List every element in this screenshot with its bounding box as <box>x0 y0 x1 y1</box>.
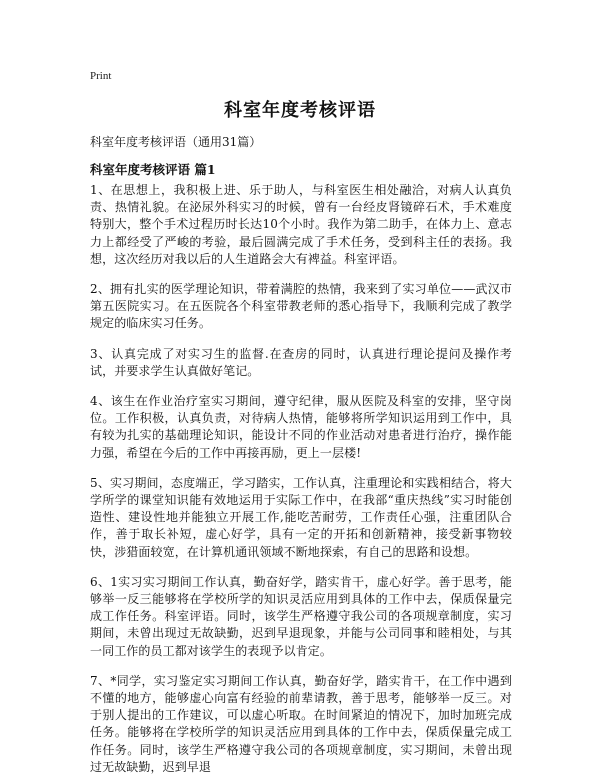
paragraph-3: 3、认真完成了对实习生的监督.在查房的同时，认真进行理论提问及操作考试，并要求学生认真做好笔记。 <box>90 346 512 378</box>
document-title: 科室年度考核评语 <box>224 100 376 121</box>
print-link[interactable]: Print <box>90 70 112 82</box>
paragraph-1: 1、在思想上，我积极上进、乐于助人，与科室医生相处融洽，对病人认真负责、热情礼貌。在泌尿外科实习的时候，曾有一台经皮肾镜碎石术，手术难度特别大，整个手术过程历时长达10个小时。我作为第二助手，在体力上、意志力上都经受了严峻的考验，最后圆满完成了手术任务，受到科主任的表扬。我想，这次经历对我以后的人生道路会大有裨益。科室评语。 <box>90 183 512 266</box>
paragraph-2: 2、拥有扎实的医学理论知识，带着满腔的热情，我来到了实习单位——武汉市第五医院实习。在五医院各个科室带教老师的悉心指导下，我顺利完成了教学规定的临床实习任务。 <box>90 282 512 331</box>
document-body <box>90 182 512 776</box>
paragraph-4: 4、该生在作业治疗室实习期间，遵守纪律，服从医院及科室的安排，坚守岗位。工作积极，认真负责，对待病人热情，能够将所学知识运用到工作中，具有较为扎实的基础理论知识，能设计不同的作业活动对患者进行治疗，操作能力强，希望在今后的工作中再接再励，更上一层楼! <box>90 394 512 460</box>
document-subtitle: 科室年度考核评语（通用31篇） <box>90 135 262 149</box>
paragraph-7: 7、*同学，实习鉴定实习期间工作认真，勤奋好学，踏实肯干，在工作中遇到不懂的地方，能够虚心向富有经验的前辈请教，善于思考，能够举一反三。对于别人提出的工作建议，可以虚心听取。在时间紧迫的情况下，加时加班完成任务。能够将在学校所学的知识灵活应用到具体的工作中去，保质保量完成工作任务。同时，该学生严格遵守我公司的各项规章制度，实习期间，未曾出现过无故缺勤，迟到早退 <box>90 673 512 774</box>
paragraph-5: 5、实习期间，态度端正，学习踏实，工作认真，注重理论和实践相结合，将大学所学的课堂知识能有效地运用于实际工作中，在我部“重庆热线”实习时能创造性、建设性地并能独立开展工作,能吃苦耐劳，工作责任心强，注重团队合作，善于取长补短，虚心好学，具有一定的开拓和创新精神，接受新事物较快，涉猎面较宽，在计算机通讯领域不断地探索，有自己的思路和设想。 <box>90 475 512 559</box>
paragraph-6: 6、1实习实习期间工作认真，勤奋好学，踏实肯干，虚心好学。善于思考，能够举一反三能够将在学校所学的知识灵活应用到具体的工作中去，保质保量完成工作任务。科室评语。同时，该学生严格遵守我公司的各项规章制度，实习期间，未曾出现过无故缺勤，迟到早退现象，并能与公司同事和睦相处，与其一同工作的员工都对该学生的表现予以肯定。 <box>90 574 512 658</box>
section-heading: 科室年度考核评语 篇1 <box>90 162 216 177</box>
